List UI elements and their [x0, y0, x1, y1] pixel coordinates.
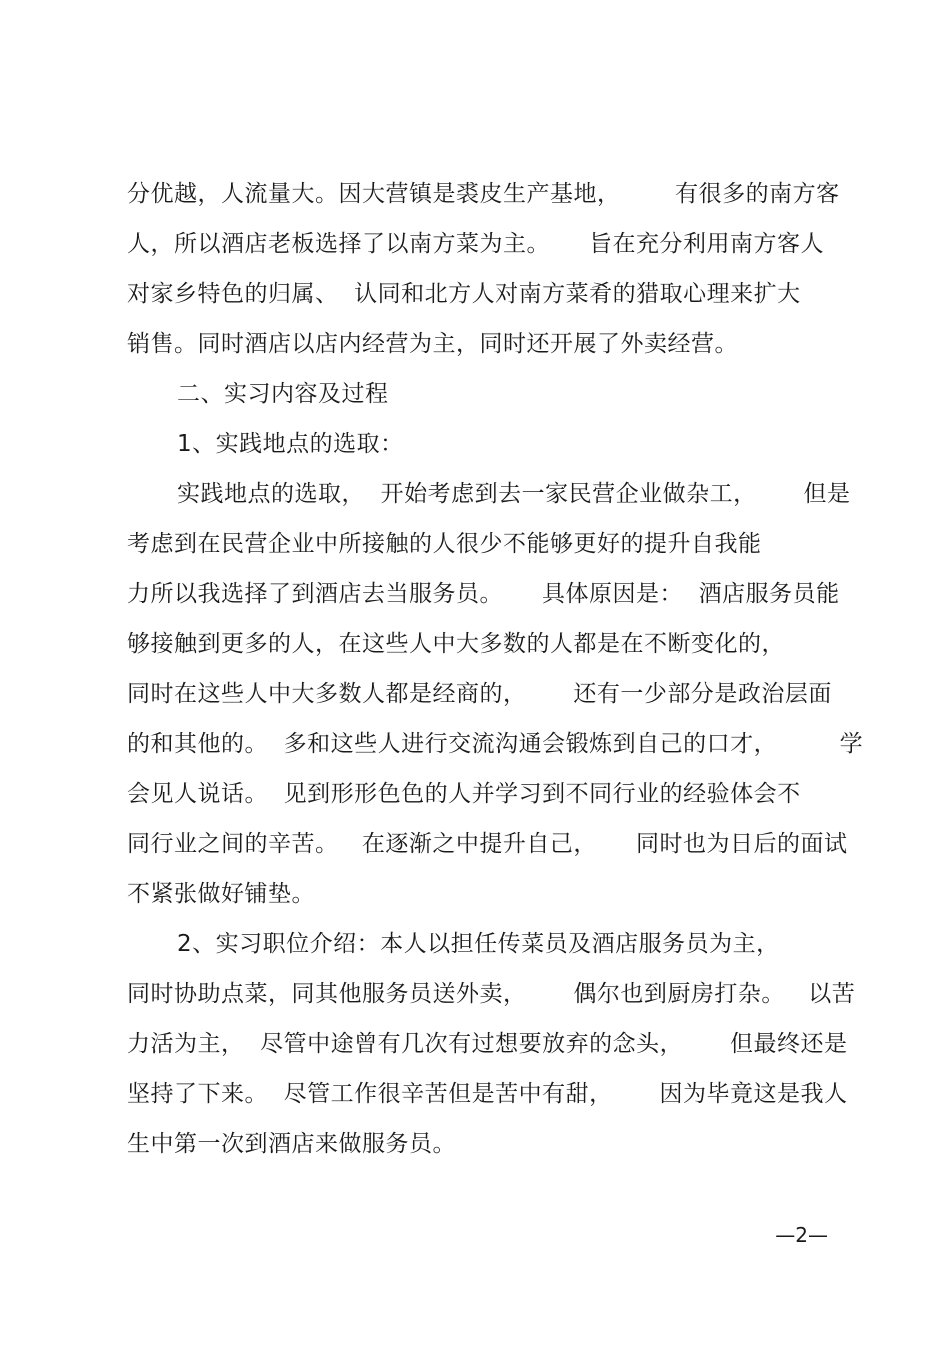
subsection-heading: 2、实习职位介绍：本人以担任传菜员及酒店服务员为主，: [177, 931, 780, 957]
text-line: 人，所以酒店老板选择了以南方菜为主。 旨在充分利用南方客人: [127, 231, 825, 257]
text-line: 会见人说话。 见到形形色色的人并学习到不同行业的经验体会不: [127, 781, 801, 807]
page-number: —2—: [775, 1223, 828, 1247]
text-line: 对家乡特色的归属、 认同和北方人对南方菜肴的猎取心理来扩大: [127, 281, 801, 307]
text-line: 力活为主， 尽管中途曾有几次有过想要放弃的念头， 但最终还是: [127, 1031, 848, 1057]
text-line: 力所以我选择了到酒店去当服务员。 具体原因是： 酒店服务员能: [127, 581, 840, 607]
text-line: 同时协助点菜，同其他服务员送外卖， 偶尔也到厨房打杂。 以苦: [127, 981, 856, 1007]
text-line: 同行业之间的辛苦。 在逐渐之中提升自己， 同时也为日后的面试: [127, 831, 848, 857]
text-line: 分优越，人流量大。因大营镇是裘皮生产基地， 有很多的南方客: [127, 181, 840, 207]
text-line: 实践地点的选取， 开始考虑到去一家民营企业做杂工， 但是: [177, 481, 851, 507]
text-line: 的和其他的。 多和这些人进行交流沟通会锻炼到自己的口才， 学: [127, 731, 864, 757]
subsection-heading: 1、实践地点的选取：: [177, 431, 404, 457]
text-line: 坚持了下来。 尽管工作很辛苦但是苦中有甜， 因为毕竟这是我人: [127, 1081, 848, 1107]
section-heading: 二、实习内容及过程: [177, 381, 389, 407]
text-line: 不紧张做好铺垫。: [127, 881, 315, 907]
text-line: 够接触到更多的人，在这些人中大多数的人都是在不断变化的，: [127, 631, 785, 657]
text-line: 销售。同时酒店以店内经营为主，同时还开展了外卖经营。: [127, 331, 738, 357]
text-line: 考虑到在民营企业中所接触的人很少不能够更好的提升自我能: [127, 531, 762, 557]
text-line: 同时在这些人中大多数人都是经商的， 还有一少部分是政治层面: [127, 681, 832, 707]
text-line: 生中第一次到酒店来做服务员。: [127, 1131, 456, 1157]
